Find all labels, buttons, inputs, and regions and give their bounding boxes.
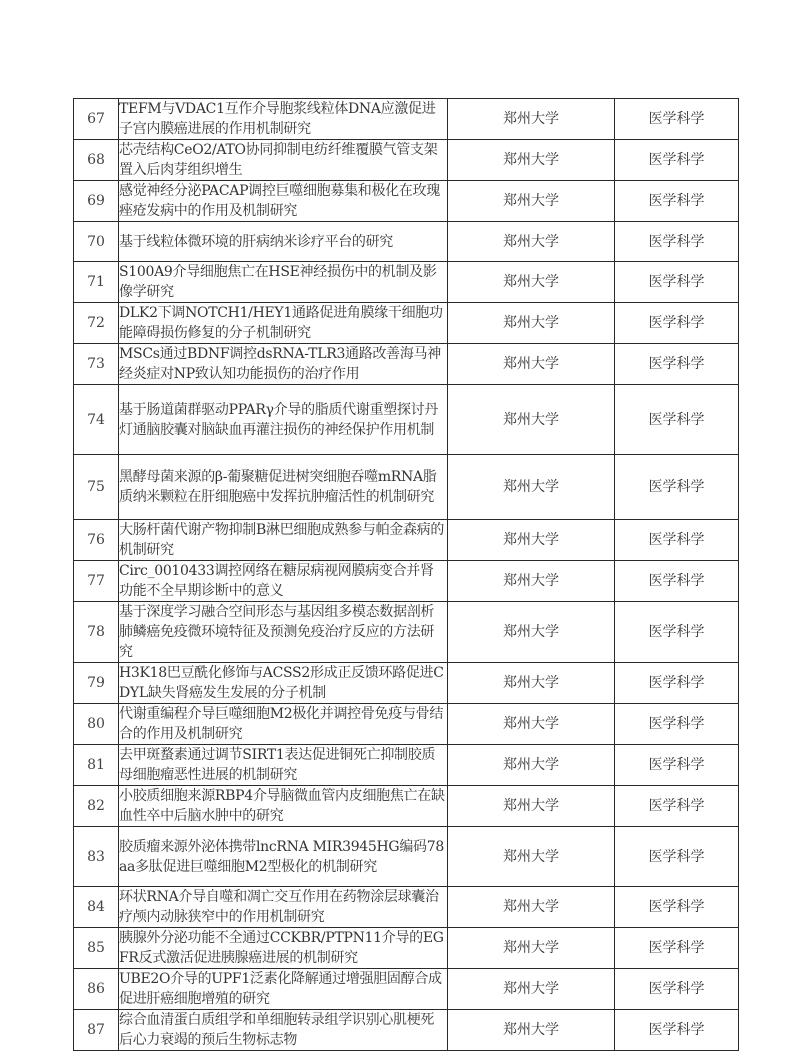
institution: 郑州大学: [448, 385, 615, 455]
table-row: [74, 1010, 739, 1051]
discipline-category: 医学科学: [615, 385, 739, 455]
project-title: 芯壳结构CeO2/ATO协同抑制电纺纤维覆膜气管支架置入后肉芽组织增生: [119, 140, 448, 181]
row-number: 72: [74, 303, 119, 344]
institution: 郑州大学: [448, 455, 615, 520]
discipline-category: 医学科学: [615, 602, 739, 663]
institution: 郑州大学: [448, 222, 615, 262]
institution: 郑州大学: [448, 520, 615, 561]
discipline-category: 医学科学: [615, 181, 739, 222]
project-title: 胰腺外分泌功能不全通过CCKBR/PTPN11介导的EGFR反式激活促进胰腺癌进展的机制研究: [119, 928, 448, 969]
institution: 郑州大学: [448, 140, 615, 181]
discipline-category: 医学科学: [615, 222, 739, 262]
table-body: [74, 99, 739, 1051]
discipline-category: 医学科学: [615, 303, 739, 344]
discipline-category: 医学科学: [615, 455, 739, 520]
row-number: 74: [74, 385, 119, 455]
table-row: [74, 140, 739, 181]
table-row: [74, 786, 739, 827]
discipline-category: 医学科学: [615, 344, 739, 385]
institution: 郑州大学: [448, 181, 615, 222]
project-title: UBE2O介导的UPF1泛素化降解通过增强胆固醇合成促进肝癌细胞增殖的研究: [119, 969, 448, 1010]
row-number: 80: [74, 704, 119, 745]
row-number: 67: [74, 99, 119, 140]
project-list-table: [73, 98, 739, 1051]
project-title: 感觉神经分泌PACAP调控巨噬细胞募集和极化在玫瑰痤疮发病中的作用及机制研究: [119, 181, 448, 222]
project-title: S100A9介导细胞焦亡在HSE神经损伤中的机制及影像学研究: [119, 262, 448, 303]
project-title: 基于线粒体微环境的肝病纳米诊疗平台的研究: [119, 222, 448, 262]
institution: 郑州大学: [448, 262, 615, 303]
project-title: TEFM与VDAC1互作介导胞浆线粒体DNA应激促进子宫内膜癌进展的作用机制研究: [119, 99, 448, 140]
institution: 郑州大学: [448, 969, 615, 1010]
table-row: [74, 887, 739, 928]
table-row: [74, 602, 739, 663]
project-title: 去甲斑蝥素通过调节SIRT1表达促进铜死亡抑制胶质母细胞瘤恶性进展的机制研究: [119, 745, 448, 786]
discipline-category: 医学科学: [615, 887, 739, 928]
project-title: MSCs通过BDNF调控dsRNA-TLR3通路改善海马神经炎症对NP致认知功能损伤的治疗作用: [119, 344, 448, 385]
institution: 郑州大学: [448, 344, 615, 385]
table-row: [74, 262, 739, 303]
project-title: 基于肠道菌群驱动PPARγ介导的脂质代谢重塑探讨丹灯通脑胶囊对脑缺血再灌注损伤的神经保护作用机制: [119, 385, 448, 455]
institution: 郑州大学: [448, 602, 615, 663]
row-number: 85: [74, 928, 119, 969]
table-row: [74, 928, 739, 969]
discipline-category: 医学科学: [615, 663, 739, 704]
project-title: 环状RNA介导自噬和凋亡交互作用在药物涂层球囊治疗颅内动脉狭窄中的作用机制研究: [119, 887, 448, 928]
institution: 郑州大学: [448, 704, 615, 745]
row-number: 87: [74, 1010, 119, 1051]
table-row: [74, 561, 739, 602]
discipline-category: 医学科学: [615, 561, 739, 602]
discipline-category: 医学科学: [615, 745, 739, 786]
row-number: 83: [74, 827, 119, 887]
project-title: 小胶质细胞来源RBP4介导脑微血管内皮细胞焦亡在缺血性卒中后脑水肿中的研究: [119, 786, 448, 827]
table-row: [74, 969, 739, 1010]
project-title: DLK2下调NOTCH1/HEY1通路促进角膜缘干细胞功能障碍损伤修复的分子机制研究: [119, 303, 448, 344]
table-row: [74, 344, 739, 385]
discipline-category: 医学科学: [615, 969, 739, 1010]
table-row: [74, 663, 739, 704]
table-row: [74, 827, 739, 887]
table-row: [74, 704, 739, 745]
institution: 郑州大学: [448, 663, 615, 704]
row-number: 73: [74, 344, 119, 385]
institution: 郑州大学: [448, 928, 615, 969]
row-number: 79: [74, 663, 119, 704]
row-number: 75: [74, 455, 119, 520]
row-number: 76: [74, 520, 119, 561]
discipline-category: 医学科学: [615, 520, 739, 561]
discipline-category: 医学科学: [615, 99, 739, 140]
discipline-category: 医学科学: [615, 704, 739, 745]
table-row: [74, 745, 739, 786]
institution: 郑州大学: [448, 303, 615, 344]
table-row: [74, 455, 739, 520]
project-title: 胶质瘤来源外泌体携带lncRNA MIR3945HG编码78aa多肽促进巨噬细胞M2型极化的机制研究: [119, 827, 448, 887]
institution: 郑州大学: [448, 786, 615, 827]
project-title: 大肠杆菌代谢产物抑制B淋巴细胞成熟参与帕金森病的机制研究: [119, 520, 448, 561]
row-number: 70: [74, 222, 119, 262]
institution: 郑州大学: [448, 887, 615, 928]
row-number: 86: [74, 969, 119, 1010]
project-title: 综合血清蛋白质组学和单细胞转录组学识别心肌梗死后心力衰竭的预后生物标志物: [119, 1010, 448, 1051]
table-row: [74, 385, 739, 455]
project-title: 黑酵母菌来源的β-葡聚糖促进树突细胞吞噬mRNA脂质纳米颗粒在肝细胞癌中发挥抗肿瘤活性的机制研究: [119, 455, 448, 520]
discipline-category: 医学科学: [615, 786, 739, 827]
institution: 郑州大学: [448, 561, 615, 602]
table-row: [74, 303, 739, 344]
project-title: H3K18巴豆酰化修饰与ACSS2形成正反馈环路促进CDYL缺失肾癌发生发展的分子机制: [119, 663, 448, 704]
table-row: [74, 99, 739, 140]
discipline-category: 医学科学: [615, 140, 739, 181]
institution: 郑州大学: [448, 745, 615, 786]
project-title: 代谢重编程介导巨噬细胞M2极化并调控骨免疫与骨结合的作用及机制研究: [119, 704, 448, 745]
institution: 郑州大学: [448, 99, 615, 140]
discipline-category: 医学科学: [615, 1010, 739, 1051]
row-number: 69: [74, 181, 119, 222]
row-number: 82: [74, 786, 119, 827]
table-row: [74, 181, 739, 222]
row-number: 68: [74, 140, 119, 181]
institution: 郑州大学: [448, 1010, 615, 1051]
discipline-category: 医学科学: [615, 928, 739, 969]
discipline-category: 医学科学: [615, 262, 739, 303]
institution: 郑州大学: [448, 827, 615, 887]
table-row: [74, 222, 739, 262]
table-row: [74, 520, 739, 561]
row-number: 78: [74, 602, 119, 663]
row-number: 84: [74, 887, 119, 928]
row-number: 77: [74, 561, 119, 602]
project-title: 基于深度学习融合空间形态与基因组多模态数据剖析肺鳞癌免疫微环境特征及预测免疫治疗反应的方法研究: [119, 602, 448, 663]
row-number: 71: [74, 262, 119, 303]
row-number: 81: [74, 745, 119, 786]
discipline-category: 医学科学: [615, 827, 739, 887]
project-title: Circ_0010433调控网络在糖尿病视网膜病变合并肾功能不全早期诊断中的意义: [119, 561, 448, 602]
